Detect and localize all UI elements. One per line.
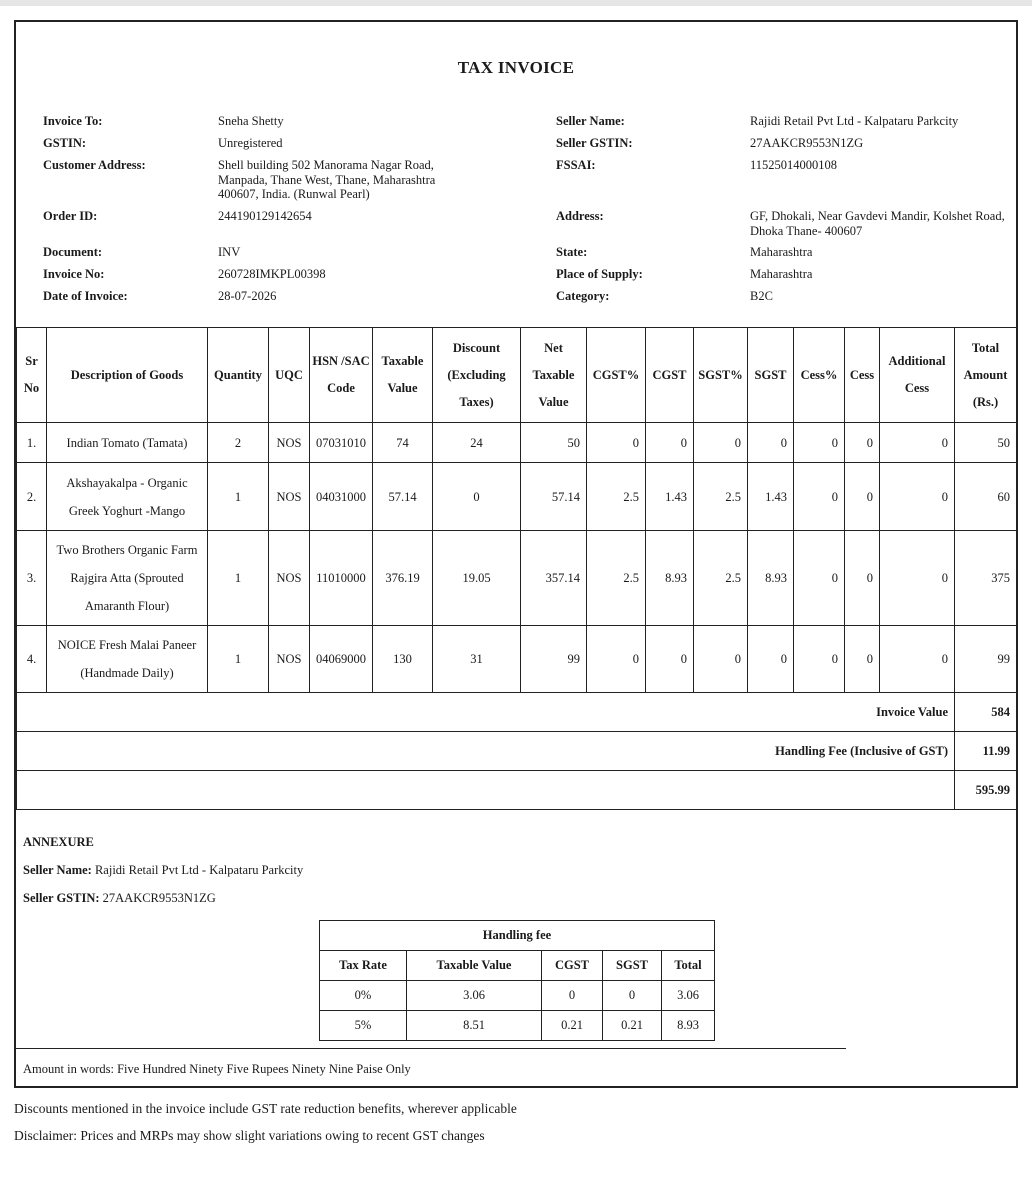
handling-fee-amount: 11.99 (955, 732, 1017, 771)
date-label: Date of Invoice: (43, 289, 128, 303)
grand-total-label (17, 771, 955, 810)
cell: 8.51 (407, 1011, 542, 1041)
cell: 74 (373, 423, 433, 463)
cell: 19.05 (433, 531, 521, 626)
cell: 0 (880, 463, 955, 531)
cell: 8.93 (662, 1011, 715, 1041)
cell: 0 (433, 463, 521, 531)
cell: 0 (748, 423, 794, 463)
top-strip (0, 0, 1032, 6)
table-row (17, 463, 1017, 531)
col-header: CGST (646, 328, 694, 423)
table-row (17, 423, 1017, 463)
cell: 0 (880, 531, 955, 626)
col-header: Quantity (208, 328, 269, 423)
cell: 0 (845, 626, 880, 693)
cell: 2.5 (587, 531, 646, 626)
gstin-label: GSTIN: (43, 136, 87, 150)
handling-fee-header-row (320, 951, 715, 981)
invoice-value-amount: 584 (955, 693, 1017, 732)
invoice-value-label: Invoice Value (17, 693, 955, 732)
cell: 0 (794, 626, 845, 693)
cell: 1 (208, 531, 269, 626)
cell: 1 (208, 463, 269, 531)
cell: 1. (17, 423, 47, 463)
handling-fee-title-row (320, 921, 715, 951)
cell: 3. (17, 531, 47, 626)
invoice-no-label: Invoice No: (43, 267, 105, 281)
grand-total-row (17, 771, 1017, 810)
grand-total-amount: 595.99 (955, 771, 1017, 810)
cell: 0 (845, 463, 880, 531)
cell: NOS (269, 531, 310, 626)
table-row (17, 531, 1017, 626)
cell: 24 (433, 423, 521, 463)
cell: 0 (542, 981, 603, 1011)
cell: 357.14 (521, 531, 587, 626)
table-row (17, 626, 1017, 693)
cell: 04031000 (310, 463, 373, 531)
document-label: Document: (43, 245, 103, 259)
document-value: INV (218, 245, 241, 259)
table-row (320, 1011, 715, 1041)
cell: NOS (269, 463, 310, 531)
col-header: Net Taxable Value (521, 328, 587, 423)
discount-note: Discounts mentioned in the invoice include GST rate reduction benefits, wherever applicable (14, 1101, 517, 1116)
fssai-value: 11525014000108 (750, 158, 838, 172)
cell: 376.19 (373, 531, 433, 626)
cell: 0 (845, 531, 880, 626)
cell: 130 (373, 626, 433, 693)
handling-fee-label: Handling Fee (Inclusive of GST) (17, 732, 955, 771)
category-label: Category: (556, 289, 610, 303)
cell: 3.06 (407, 981, 542, 1011)
cell: 0 (603, 981, 662, 1011)
cell: 1 (208, 626, 269, 693)
customer-address-value: Shell building 502 Manorama Nagar Road, Manpada, Thane West, Thane, Maharashtra 400607, India. (Runwal Pearl) (218, 158, 436, 201)
annexure-heading: ANNEXURE (23, 835, 94, 849)
cell: 0% (320, 981, 407, 1011)
amount-in-words: Amount in words: Five Hundred Ninety Five Rupees Ninety Nine Paise Only (23, 1062, 411, 1076)
cell: 07031010 (310, 423, 373, 463)
place-of-supply-value: Maharashtra (750, 267, 813, 281)
cell: 57.14 (521, 463, 587, 531)
col-header: Taxable Value (373, 328, 433, 423)
cell: 11010000 (310, 531, 373, 626)
annexure-seller-name-value: Rajidi Retail Pvt Ltd - Kalpataru Parkcity (94, 863, 304, 877)
seller-name-label: Seller Name: (556, 114, 625, 128)
cell: 0.21 (542, 1011, 603, 1041)
cell: 5% (320, 1011, 407, 1041)
col-header: HSN /SAC Code (310, 328, 373, 423)
cell: 04069000 (310, 626, 373, 693)
invoice-frame (14, 20, 1018, 1088)
cell: 99 (521, 626, 587, 693)
col-header: CGST% (587, 328, 646, 423)
invoice-title: TAX INVOICE (457, 58, 575, 77)
seller-gstin-label: Seller GSTIN: (556, 136, 633, 150)
cell: 2.5 (694, 531, 748, 626)
cell: 1.43 (748, 463, 794, 531)
gstin-value: Unregistered (218, 136, 283, 150)
cell: NOICE Fresh Malai Paneer (Handmade Daily) (47, 626, 208, 693)
cell: 0 (646, 423, 694, 463)
col-header: Discount (Excluding Taxes) (433, 328, 521, 423)
col-header: Additional Cess (880, 328, 955, 423)
annexure-seller-name (23, 863, 303, 878)
cell: 0 (794, 423, 845, 463)
cell: 0 (587, 626, 646, 693)
cell: 0 (748, 626, 794, 693)
annexure-seller-name-label: Seller Name: (23, 863, 92, 877)
annexure-seller-gstin (23, 891, 216, 906)
cell: 0 (845, 423, 880, 463)
place-of-supply-label: Place of Supply: (556, 267, 643, 281)
col-header: Total Amount (Rs.) (955, 328, 1017, 423)
invoice-to-label: Invoice To: (43, 114, 103, 128)
cell: NOS (269, 626, 310, 693)
col-header: Sr No (17, 328, 47, 423)
cell: NOS (269, 423, 310, 463)
fssai-label: FSSAI: (556, 158, 596, 172)
col-header: Tax Rate (320, 951, 407, 981)
items-table (16, 327, 1017, 810)
state-value: Maharashtra (750, 245, 813, 259)
divider (16, 1048, 846, 1049)
col-header: Cess% (794, 328, 845, 423)
cell: 1.43 (646, 463, 694, 531)
invoice-value-row (17, 693, 1017, 732)
col-header: CGST (542, 951, 603, 981)
cell: 50 (955, 423, 1017, 463)
cell: 0 (646, 626, 694, 693)
cell: 60 (955, 463, 1017, 531)
seller-address-label: Address: (556, 209, 604, 223)
cell: 0 (880, 423, 955, 463)
cell: 2.5 (587, 463, 646, 531)
cell: 375 (955, 531, 1017, 626)
cell: 0 (694, 626, 748, 693)
invoice-no-value: 260728IMKPL00398 (218, 267, 326, 281)
cell: 3.06 (662, 981, 715, 1011)
cell: Indian Tomato (Tamata) (47, 423, 208, 463)
cell: 0 (587, 423, 646, 463)
cell: 99 (955, 626, 1017, 693)
cell: 0 (694, 423, 748, 463)
order-id-label: Order ID: (43, 209, 98, 223)
handling-fee-row (17, 732, 1017, 771)
date-value: 28-07-2026 (218, 289, 277, 303)
customer-address-label: Customer Address: (43, 158, 146, 172)
cell: 0 (794, 531, 845, 626)
table-row (320, 981, 715, 1011)
category-value: B2C (750, 289, 773, 303)
cell: 2 (208, 423, 269, 463)
cell: 2. (17, 463, 47, 531)
col-header: Total (662, 951, 715, 981)
items-header-row (17, 328, 1017, 423)
col-header: Description of Goods (47, 328, 208, 423)
col-header: UQC (269, 328, 310, 423)
handling-fee-table (319, 920, 715, 1041)
col-header: Taxable Value (407, 951, 542, 981)
cell: 57.14 (373, 463, 433, 531)
cell: 2.5 (694, 463, 748, 531)
annexure-seller-gstin-value: 27AAKCR9553N1ZG (102, 891, 216, 905)
col-header: SGST (603, 951, 662, 981)
cell: Two Brothers Organic Farm Rajgira Atta (Sprouted Amaranth Flour) (47, 531, 208, 626)
invoice-to-value: Sneha Shetty (218, 114, 284, 128)
col-header: SGST (748, 328, 794, 423)
col-header: Cess (845, 328, 880, 423)
cell: 0.21 (603, 1011, 662, 1041)
cell: 0 (794, 463, 845, 531)
state-label: State: (556, 245, 588, 259)
handling-fee-title: Handling fee (320, 921, 715, 951)
seller-name-value: Rajidi Retail Pvt Ltd - Kalpataru Parkcity (750, 114, 959, 128)
seller-address-value: GF, Dhokali, Near Gavdevi Mandir, Kolshet Road, Dhoka Thane- 400607 (750, 209, 1005, 238)
cell: 8.93 (646, 531, 694, 626)
col-header: SGST% (694, 328, 748, 423)
cell: Akshayakalpa - Organic Greek Yoghurt -Mango (47, 463, 208, 531)
annexure-seller-gstin-label: Seller GSTIN: (23, 891, 100, 905)
order-id-value: 244190129142654 (218, 209, 312, 223)
cell: 8.93 (748, 531, 794, 626)
cell: 31 (433, 626, 521, 693)
cell: 50 (521, 423, 587, 463)
cell: 4. (17, 626, 47, 693)
cell: 0 (880, 626, 955, 693)
seller-gstin-value: 27AAKCR9553N1ZG (750, 136, 864, 150)
disclaimer-note: Disclaimer: Prices and MRPs may show slight variations owing to recent GST changes (14, 1128, 485, 1143)
